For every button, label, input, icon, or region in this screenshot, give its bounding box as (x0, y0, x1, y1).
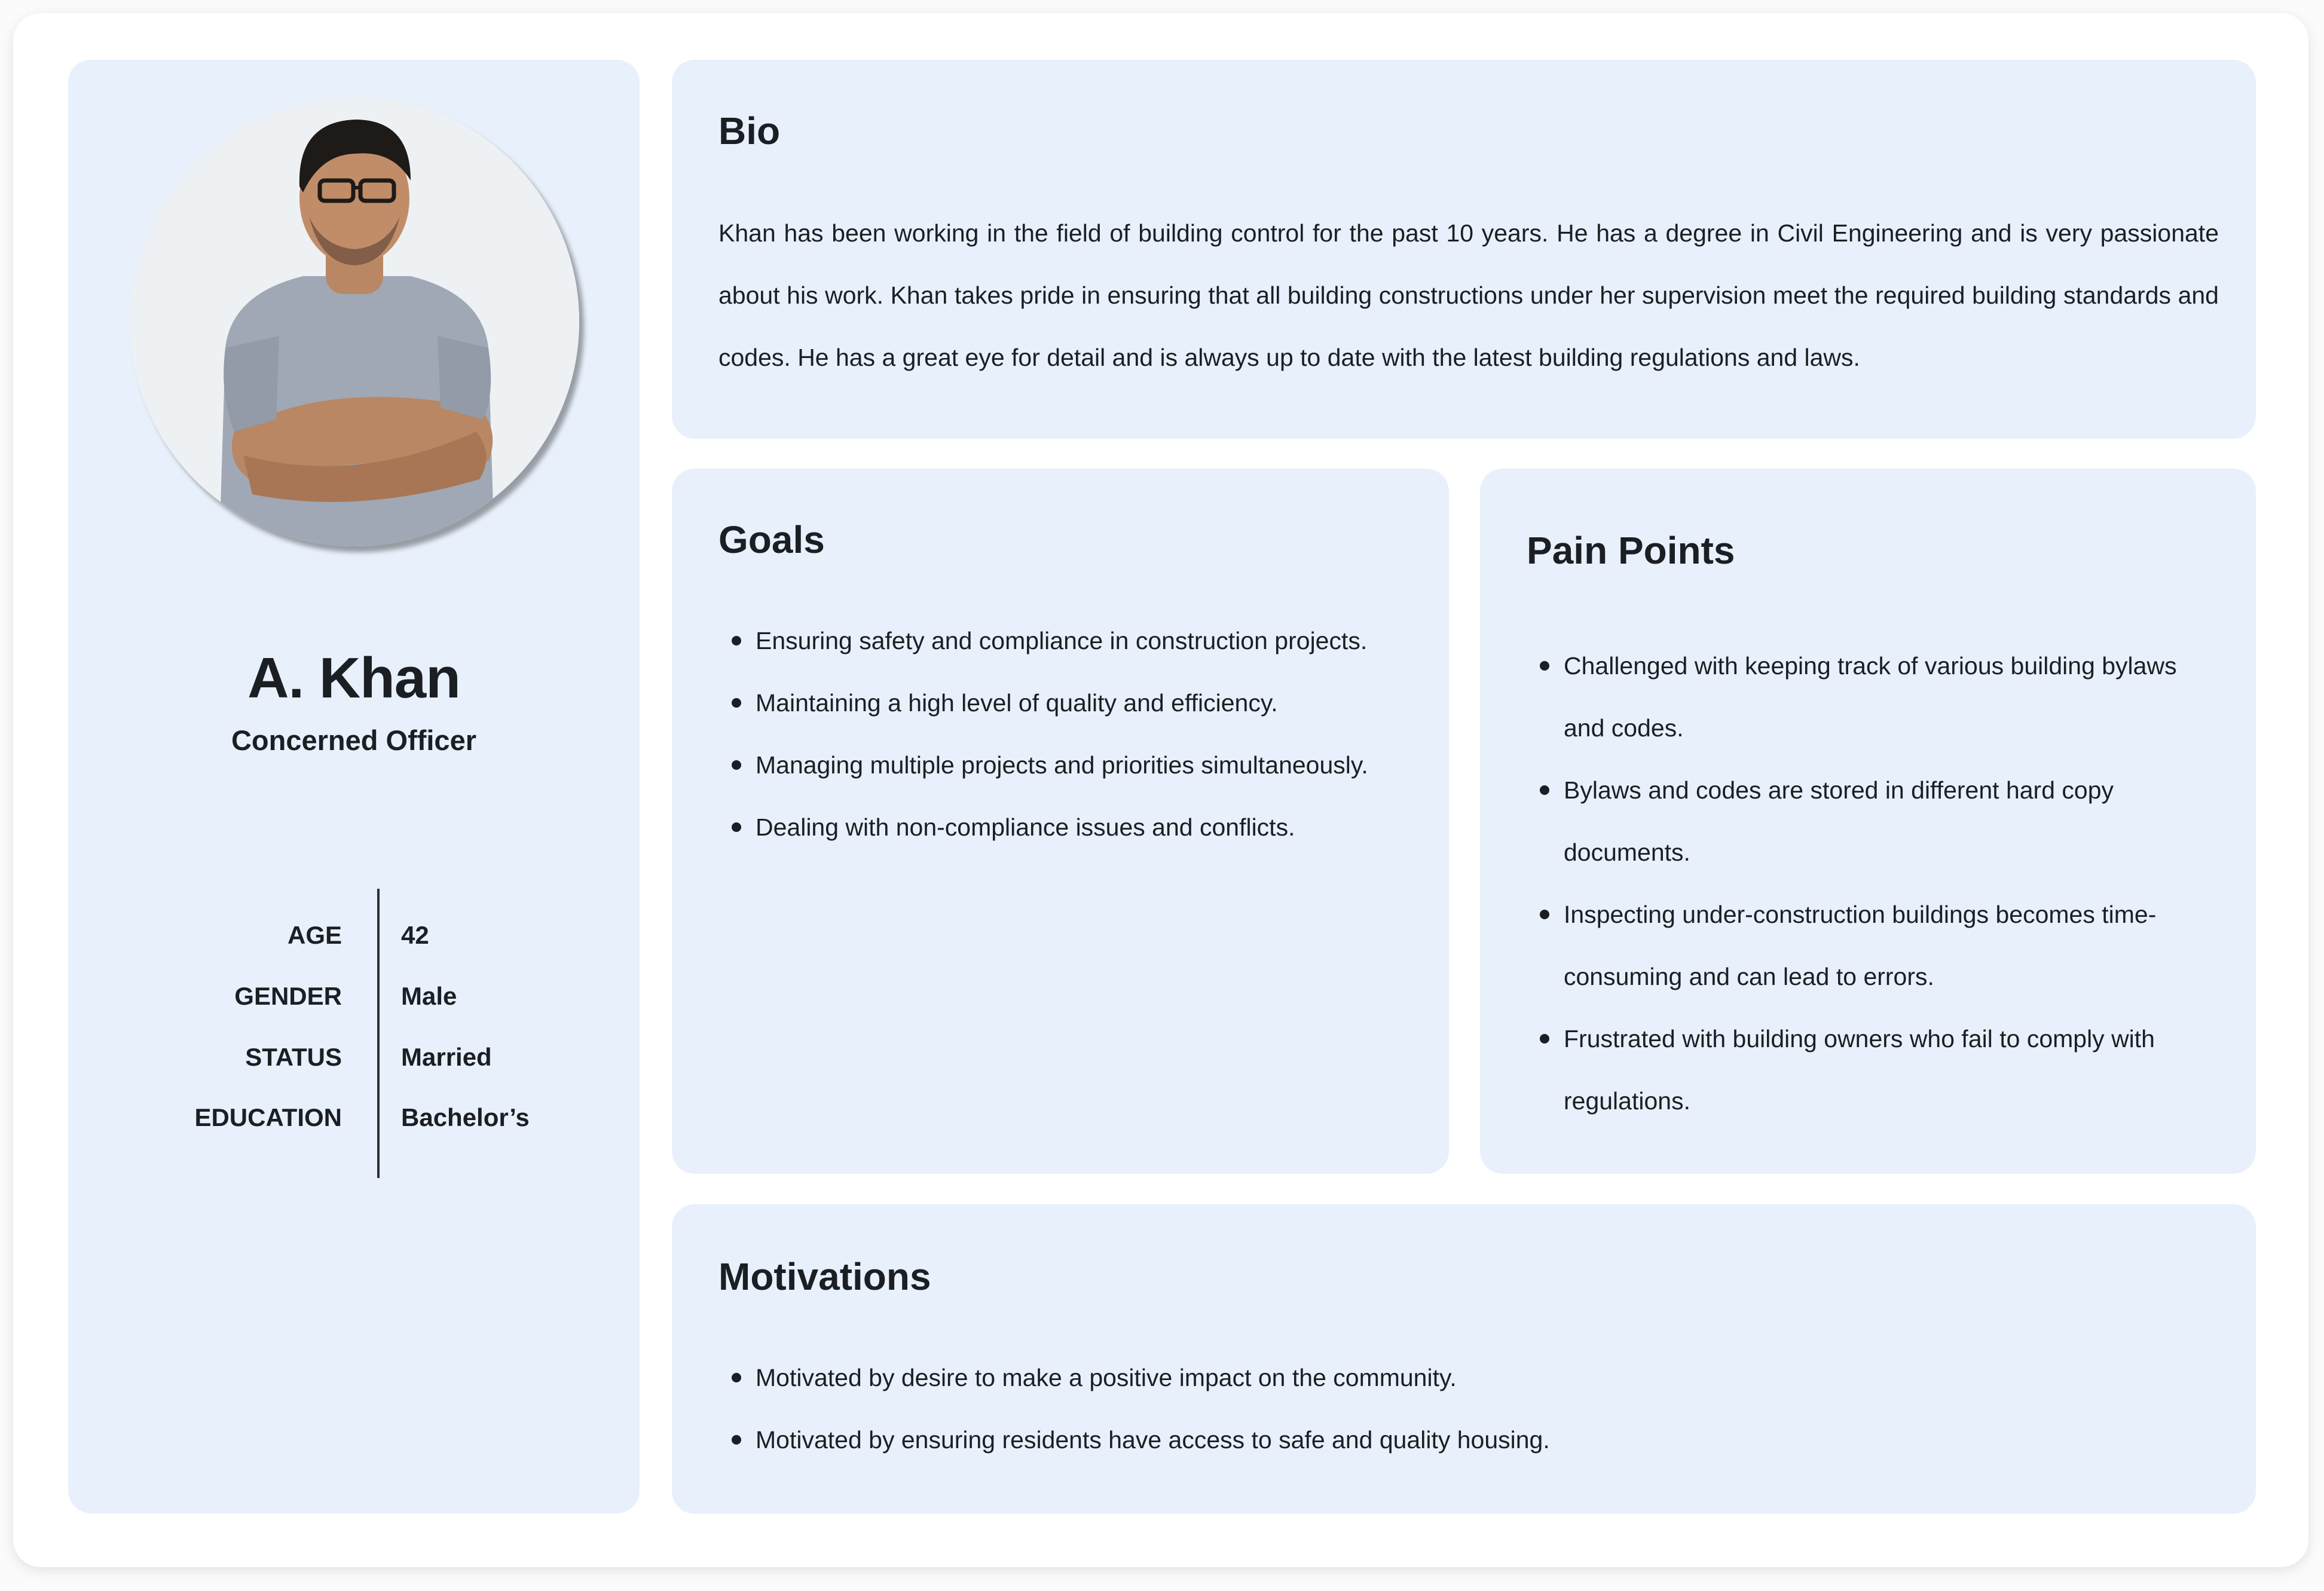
list-item: Motivated by desire to make a positive impact on the community. (718, 1347, 2153, 1409)
list-item: Frustrated with building owners who fail to comply with regulations. (1527, 1008, 2202, 1132)
bio-title: Bio (718, 109, 781, 152)
list-item: Dealing with non-compliance issues and conflicts. (718, 796, 1436, 858)
attribute-value: 42 (401, 921, 429, 949)
list-item: Bylaws and codes are stored in different hard copy documents. (1527, 759, 2202, 883)
persona-name: A. Khan (247, 646, 460, 710)
goals-title: Goals (718, 518, 825, 561)
goals-card (672, 469, 1449, 1174)
attribute-row-age (68, 921, 640, 957)
persona-role: Concerned Officer (231, 724, 477, 756)
goals-list (718, 610, 1436, 858)
attribute-value: Married (401, 1043, 492, 1071)
attribute-label: AGE (287, 921, 342, 949)
motivations-card (672, 1204, 2256, 1514)
pain-points-card (1480, 469, 2256, 1174)
attribute-value: Bachelor’s (401, 1103, 530, 1131)
list-item: Motivated by ensuring residents have access to safe and quality housing. (718, 1409, 2153, 1471)
list-item: Managing multiple projects and priorities simultaneously. (718, 734, 1436, 796)
attribute-label: EDUCATION (194, 1103, 342, 1131)
avatar (130, 97, 579, 546)
list-item: Challenged with keeping track of various building bylaws and codes. (1527, 635, 2202, 759)
list-item: Inspecting under-construction buildings becomes time-consuming and can lead to errors. (1527, 883, 2202, 1008)
bio-text: Khan has been working in the field of building control for the past 10 years. He has a degree in Civil Engineering and is very passionate about his work. Khan takes pride in ensuring that all building constructions under her supervision meet the required building standards and codes. He has a great eye for detail and is always up to date with the latest building regulations and laws. (718, 219, 2219, 371)
pain-points-title: Pain Points (1527, 529, 1735, 572)
person-photo-icon (130, 97, 579, 546)
motivations-title: Motivations (718, 1255, 931, 1298)
bio-card (672, 60, 2256, 439)
attribute-row-status (68, 1043, 640, 1079)
profile-card (68, 60, 640, 1513)
attribute-label: GENDER (234, 982, 342, 1010)
attribute-row-education (68, 1103, 640, 1139)
motivations-list (718, 1347, 2153, 1471)
attribute-label: STATUS (245, 1043, 342, 1071)
pain-points-list (1527, 635, 2202, 1132)
attribute-row-gender (68, 982, 640, 1018)
attribute-value: Male (401, 982, 457, 1010)
list-item: Ensuring safety and compliance in construction projects. (718, 610, 1436, 672)
persona-sheet (13, 13, 2308, 1567)
list-item: Maintaining a high level of quality and efficiency. (718, 672, 1436, 734)
